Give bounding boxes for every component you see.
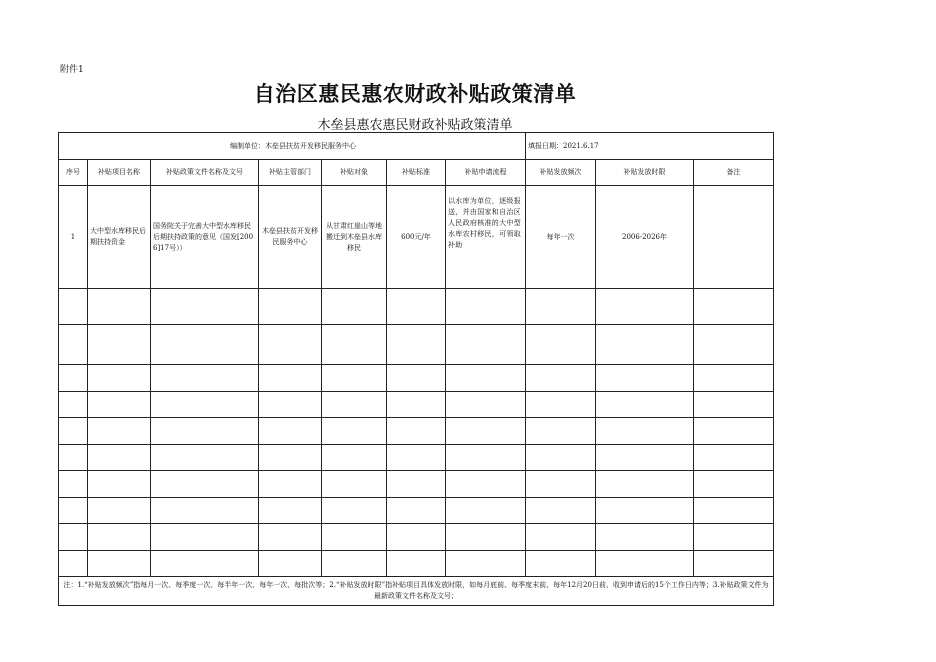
header-cell: 补贴发放频次: [526, 160, 596, 186]
header-cell: 备注: [694, 160, 774, 186]
empty-row: [59, 524, 774, 551]
subsidy-policy-table: [58, 132, 774, 606]
empty-row: [59, 325, 774, 365]
header-cell: 补贴对象: [322, 160, 387, 186]
subsidy-standard: 600元/年: [387, 186, 446, 289]
application-process: 以水库为单位，逐级报送，并由国家和自治区人民政府核准的大中型水库农村移民，可领取补助: [446, 186, 526, 289]
header-cell: 补贴项目名称: [88, 160, 151, 186]
empty-row: [59, 392, 774, 418]
department: 木垒县扶贫开发移民服务中心: [259, 186, 322, 289]
header-cell: 补贴政策文件名称及文号: [151, 160, 259, 186]
empty-row: [59, 471, 774, 498]
header-row: [59, 160, 774, 186]
compiler-unit: 编制单位：木垒县扶贫开发移民服务中心: [59, 133, 526, 160]
fill-date: 填报日期：2021.6.17: [526, 133, 774, 160]
page-title: 自治区惠民惠农财政补贴政策清单: [253, 82, 577, 106]
info-row: [59, 133, 774, 160]
header-cell: 序号: [59, 160, 88, 186]
empty-row: [59, 551, 774, 577]
policy-document: 国务院关于完善大中型水库移民后期扶持政策的意见（国发[2006]17号））: [151, 186, 259, 289]
empty-row: [59, 445, 774, 471]
project-name: 大中型水库移民后期扶持资金: [88, 186, 151, 289]
table-row: [59, 186, 774, 289]
row-number: 1: [59, 186, 88, 289]
table-note: 注：1.“补贴发放频次”指每月一次、每季度一次、每半年一次、每年一次、每批次等；2.“补贴发放时限”指补贴项目具体发放时限，如每月底前、每季度末前、每年12月20日前、收到申请后的15个工作日内等；3.补贴政策文件为最新政策文件名称及文号；: [59, 577, 774, 606]
empty-row: [59, 498, 774, 524]
subsidy-target: 从甘肃红崖山等地搬迁到木垒县水库移民: [322, 186, 387, 289]
empty-row: [59, 418, 774, 445]
remark: [694, 186, 774, 289]
note-row: [59, 577, 774, 606]
header-cell: 补贴标准: [387, 160, 446, 186]
payment-frequency: 每年一次: [526, 186, 596, 289]
empty-row: [59, 365, 774, 392]
header-cell: 补贴申请流程: [446, 160, 526, 186]
page-subtitle: 木垒县惠农惠民财政补贴政策清单: [317, 118, 513, 133]
header-cell: 补贴发放时限: [596, 160, 694, 186]
payment-period: 2006-2026年: [596, 186, 694, 289]
header-cell: 补贴主管部门: [259, 160, 322, 186]
empty-row: [59, 289, 774, 325]
attachment-label: 附件1: [60, 65, 84, 75]
